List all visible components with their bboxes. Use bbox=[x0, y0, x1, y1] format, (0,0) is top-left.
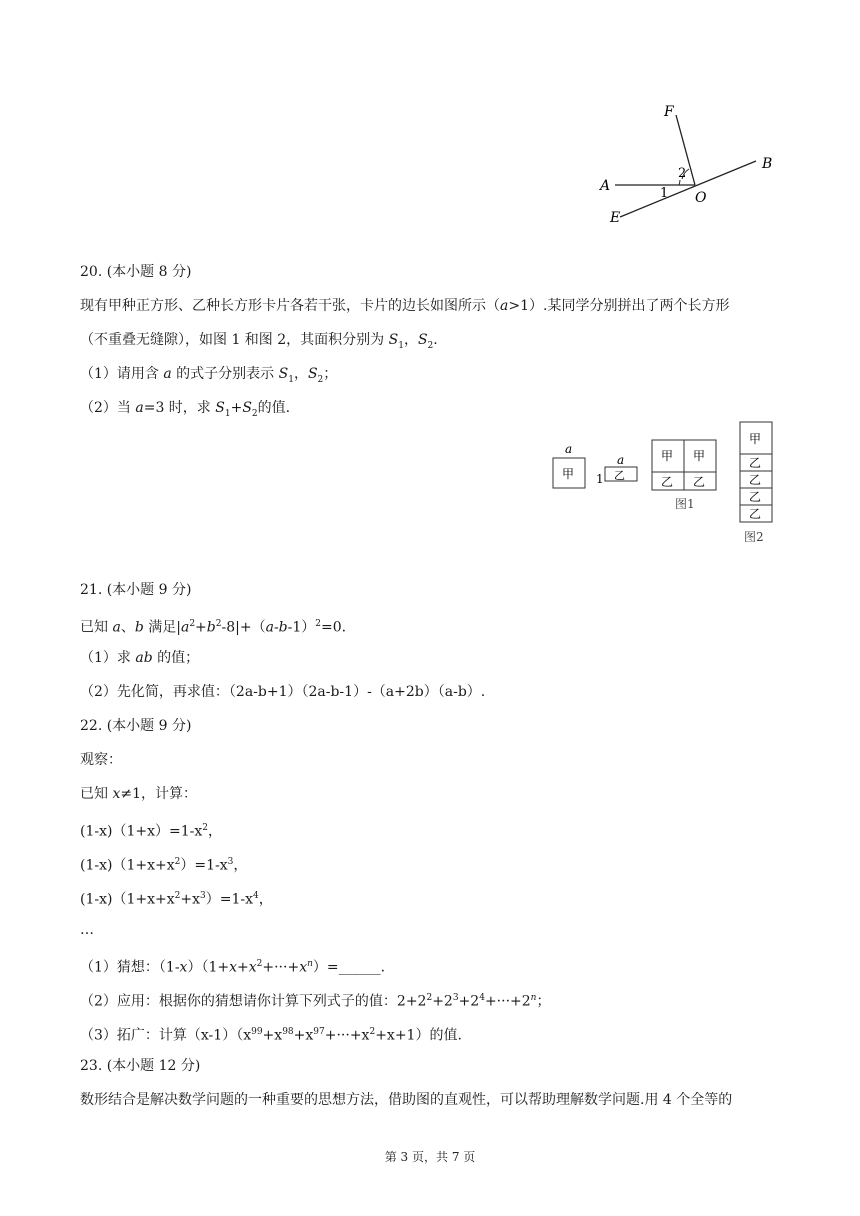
q21-b2: b bbox=[206, 619, 216, 636]
fig1-yi-right: 乙 bbox=[693, 475, 706, 489]
label-b: B bbox=[762, 156, 773, 172]
q22-eq3-exp-c: 4 bbox=[253, 891, 259, 901]
fig1-jia-right: 甲 bbox=[693, 449, 706, 463]
q20-part2-a: （2）当 bbox=[80, 400, 136, 416]
q22-part3-exp2: 2 bbox=[369, 1027, 376, 1037]
q20-part2-plus: + bbox=[230, 400, 243, 416]
q21-a2: a bbox=[180, 619, 190, 636]
q20-part2-s2-sub: 2 bbox=[251, 408, 258, 419]
q20-period: . bbox=[433, 332, 438, 348]
q22-eq3: $(1-x)(1+x+x^2+x^3)=1-x^4$， bbox=[80, 891, 273, 908]
q21-sq-exp: 2 bbox=[315, 619, 322, 629]
q22-eq2-exp-b: 3 bbox=[227, 857, 234, 867]
q21-b2-exp: 2 bbox=[215, 619, 222, 629]
q21-part1-end: 的值； bbox=[152, 650, 200, 666]
q22-part1-x3: x bbox=[248, 959, 257, 976]
q22-part1-e: ）=______. bbox=[312, 959, 386, 976]
q20-s2-sub: 2 bbox=[427, 340, 434, 351]
label-e: E bbox=[610, 210, 621, 226]
q20-part1-s2: S bbox=[307, 366, 318, 382]
fig2-yi-1: 乙 bbox=[749, 456, 762, 470]
q22-part1-exp2: 2 bbox=[256, 959, 263, 969]
q22-part2-expn: n bbox=[530, 993, 537, 1003]
q21-part1-var: ab bbox=[135, 650, 153, 666]
fig1-yi-left: 乙 bbox=[661, 475, 674, 489]
q22-eq3-exp-b: 3 bbox=[200, 891, 206, 901]
q22-part3-exp98: 98 bbox=[282, 1027, 294, 1037]
q20-part2-b: =3 时，求 bbox=[143, 400, 216, 416]
q20-part1-s2-sub: 2 bbox=[317, 374, 324, 385]
q20-s1-sub: 1 bbox=[398, 340, 404, 351]
q22-given bbox=[80, 784, 197, 804]
q22-part3-exp97: 97 bbox=[313, 1027, 325, 1037]
fig1-jia-left: 甲 bbox=[661, 449, 674, 463]
q23-header: 23. (本小题 12 分) bbox=[80, 1058, 201, 1074]
q21-condition: 已知 a、b 满足$|a^2+b^2-8|+(a-b-1)^2=0$. bbox=[80, 619, 347, 636]
label-f: F bbox=[664, 104, 674, 120]
label-angle-2: 2 bbox=[678, 166, 687, 181]
q20-part1-a: （1）请用含 bbox=[80, 366, 164, 382]
q20-intro1-rest: >1）.某同学分别拼出了两个长方形 bbox=[508, 298, 730, 314]
q22-ellipsis: … bbox=[80, 922, 94, 938]
q20-intro1-text: 现有甲种正方形、乙种长方形卡片各若干张，卡片的边长如图所示（ bbox=[80, 298, 500, 314]
q22-eq2: $(1-x)(1+x+x^2)=1-x^3$， bbox=[80, 857, 248, 874]
q20-part1-s1-sub: 1 bbox=[288, 374, 294, 385]
fig2-yi-4: 乙 bbox=[749, 507, 762, 521]
card-yi-text: 乙 bbox=[614, 469, 625, 482]
q20-part1 bbox=[80, 364, 337, 390]
q20-intro2-text: （不重叠无缝隙），如图 1 和图 2，其面积分别为 bbox=[80, 332, 389, 348]
q22-part1-d: +···+ bbox=[262, 959, 300, 976]
q22-eq1: $(1-x)(1+x)=1-x^2$， bbox=[80, 823, 222, 840]
q20-intro-line1 bbox=[80, 296, 729, 316]
card-yi-label-1: 1 bbox=[596, 472, 604, 486]
q22-part3: （3）拓广：计算$(x-1)(x^{99}+x^{98}+x^{97}+\cdot\cdot\cdot+x^2+x+1)$的值. bbox=[80, 1027, 462, 1044]
q22-part2-exp4: 4 bbox=[479, 993, 485, 1003]
card-yi-label-a: a bbox=[617, 453, 625, 467]
q20-comma: ， bbox=[403, 332, 418, 348]
q21-a2-exp: 2 bbox=[189, 619, 196, 629]
q20-part2 bbox=[80, 398, 290, 424]
q22-part1-c: + bbox=[237, 959, 249, 976]
q21-b: b bbox=[278, 619, 288, 636]
q22-part2-exp2: 2 bbox=[426, 993, 433, 1003]
q22-part1 bbox=[80, 954, 385, 978]
q22-eq1-exp: 2 bbox=[202, 823, 208, 833]
label-angle-1: 1 bbox=[660, 186, 669, 201]
q22-part3-text: （3）拓广：计算（x-1）（x bbox=[80, 1027, 252, 1044]
q21-cond-b: 满足| bbox=[143, 619, 181, 636]
q21-var-a: a bbox=[112, 619, 121, 636]
q21-var-b: b bbox=[134, 619, 144, 636]
q22-given-b: ≠1，计算： bbox=[120, 786, 197, 802]
q21-cond-a: 已知 bbox=[80, 619, 113, 636]
q20-part1-end: ； bbox=[323, 366, 338, 382]
q22-eq2-text: (1-x)（1+x+x bbox=[80, 857, 175, 874]
q20-part1-var: a bbox=[163, 366, 172, 382]
q21-sep: 、 bbox=[120, 619, 135, 636]
q21-ab: a bbox=[265, 619, 274, 636]
page-footer: 第 3 页，共 7 页 bbox=[384, 1150, 476, 1164]
q20-s2: S bbox=[417, 332, 428, 348]
q21-part1 bbox=[80, 648, 199, 668]
q22-part1-x1: x bbox=[179, 959, 188, 976]
q22-part1-expn: n bbox=[307, 959, 313, 969]
q20-part2-end: 的值. bbox=[257, 400, 291, 416]
q20-header: 20. (本小题 8 分) bbox=[80, 264, 192, 280]
q22-eq3-exp-a: 2 bbox=[174, 891, 181, 901]
card-jia-text: 甲 bbox=[562, 467, 575, 481]
q21-plus: + bbox=[195, 619, 207, 636]
label-a: A bbox=[600, 178, 611, 194]
q22-part1-xn: x bbox=[299, 959, 308, 976]
q22-eq1-text: (1-x)（1+x）=1-x bbox=[80, 823, 203, 840]
q21-part2: （2）先化简，再求值：（2a-b+1）（2a-b-1）-（a+2b）（a-b）. bbox=[80, 684, 486, 700]
q20-var-a: a bbox=[500, 298, 509, 314]
card-jia-label-a: a bbox=[565, 442, 573, 456]
q21-minus8: -8|+（ bbox=[221, 619, 266, 636]
q20-part2-var: a bbox=[135, 400, 144, 416]
q20-intro-line2 bbox=[80, 330, 438, 356]
angle-figure bbox=[590, 96, 790, 236]
q21-part1-a: （1）求 bbox=[80, 650, 136, 666]
q22-given-a: 已知 bbox=[80, 786, 113, 802]
q20-part1-b: 的式子分别表示 bbox=[171, 366, 279, 382]
q22-part1-x2: x bbox=[229, 959, 237, 976]
q22-part1-b: ）（1+ bbox=[187, 959, 230, 976]
q22-part1-a: （1）猜想：（1- bbox=[80, 959, 180, 976]
q22-part2-text: （2）应用：根据你的猜想请你计算下列式子的值：2+2 bbox=[80, 993, 427, 1010]
q22-part2-exp3: 3 bbox=[452, 993, 459, 1003]
q20-part2-s1-sub: 1 bbox=[224, 408, 231, 419]
q22-header: 22. (本小题 9 分) bbox=[80, 718, 192, 734]
q20-part2-s1: S bbox=[215, 400, 225, 416]
q20-s1: S bbox=[388, 332, 399, 348]
q22-observe: 观察： bbox=[80, 752, 122, 768]
q22-eq2-exp-a: 2 bbox=[174, 857, 181, 867]
q21-eq: =0. bbox=[321, 619, 347, 636]
q20-part1-s1: S bbox=[278, 366, 289, 382]
q22-var-x: x bbox=[112, 786, 121, 802]
q22-part2: （2）应用：根据你的猜想请你计算下列式子的值：$2+2^2+2^3+2^4+\cdot\cdot\cdot+2^n$； bbox=[80, 993, 551, 1010]
fig2-yi-3: 乙 bbox=[749, 490, 762, 504]
fig1-caption: 图1 bbox=[675, 497, 695, 511]
fig2-yi-2: 乙 bbox=[749, 473, 762, 487]
q23-text: 数形结合是解决数学问题的一种重要的思想方法，借助图的直观性，可以帮助理解数学问题.用 4 个全等的 bbox=[80, 1092, 733, 1108]
q20-part2-s2: S bbox=[242, 400, 252, 416]
q21-minus1: -1） bbox=[287, 619, 316, 636]
q20-part1-comma: ， bbox=[293, 366, 308, 382]
label-o: O bbox=[695, 190, 707, 206]
q22-eq3-text: (1-x)（1+x+x bbox=[80, 891, 175, 908]
q21-header: 21. (本小题 9 分) bbox=[80, 582, 192, 598]
fig2-jia: 甲 bbox=[749, 432, 762, 446]
fig2-caption: 图2 bbox=[744, 530, 764, 544]
q22-part3-exp99: 99 bbox=[251, 1027, 263, 1037]
cards-figure bbox=[545, 418, 790, 548]
